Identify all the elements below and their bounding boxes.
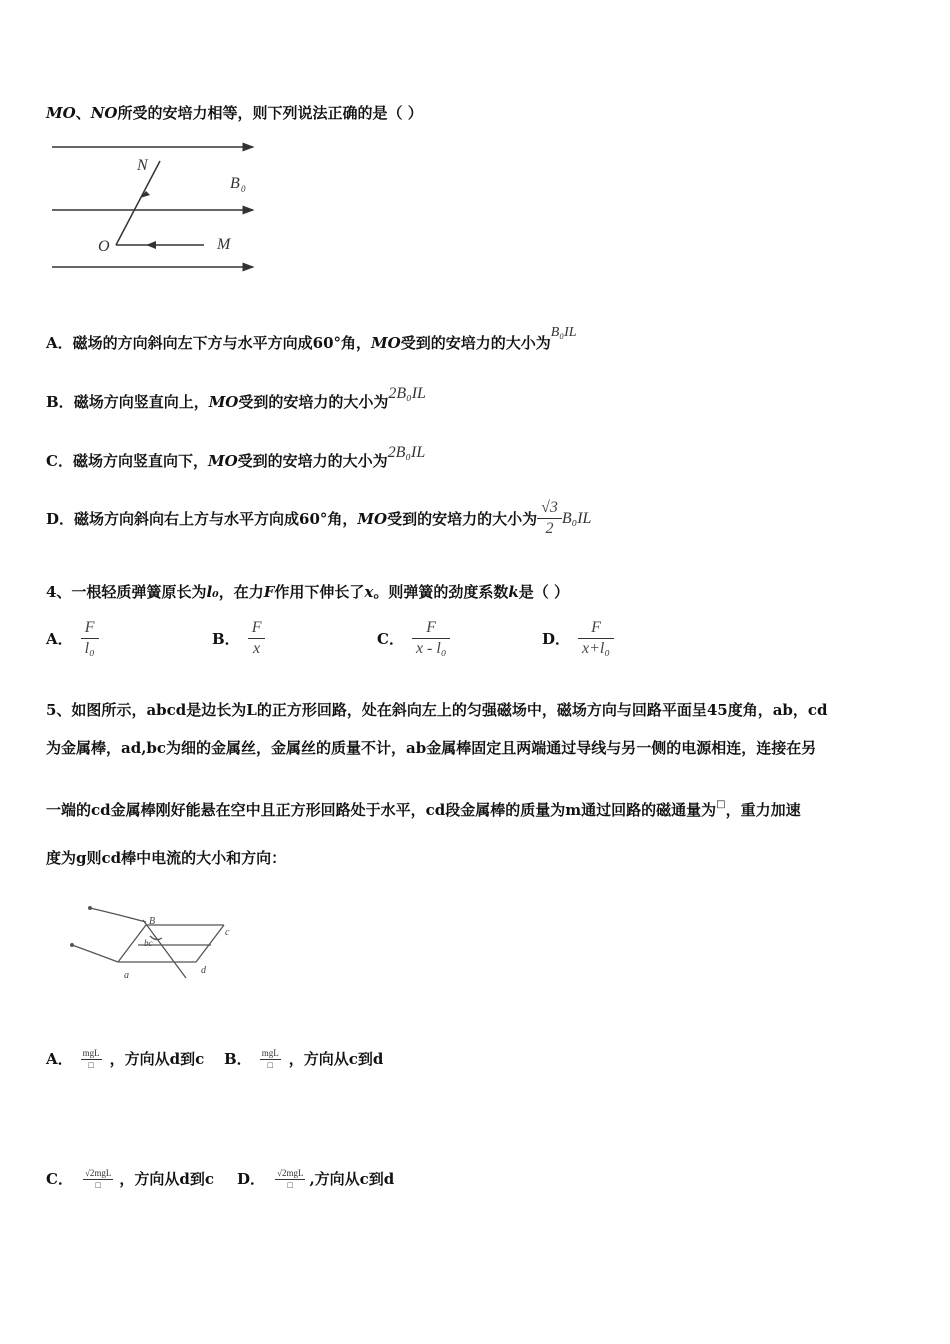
fraction-denominator: x — [253, 640, 261, 657]
q3-stem-no: NO — [90, 104, 118, 122]
option-fraction — [537, 498, 562, 539]
option-label: A． — [46, 334, 73, 352]
option-expr: B₀IL — [550, 325, 577, 340]
option-text: 受到的安培力的大小为 — [387, 510, 538, 528]
option-label: C． — [377, 630, 404, 648]
fraction-numerator: F — [248, 618, 266, 639]
option-label: D． — [237, 1170, 266, 1188]
q4-option-a — [46, 618, 99, 659]
option-label: B． — [224, 1050, 252, 1068]
fraction-numerator: √3 — [537, 498, 562, 519]
stem-text: 作用下伸长了 — [274, 583, 365, 601]
label-a: a — [124, 970, 129, 981]
q3-stem — [46, 102, 423, 123]
option-mo: MO — [208, 393, 239, 411]
option-fraction — [578, 618, 614, 659]
label-n: N — [137, 157, 148, 174]
stem-var: k — [508, 583, 519, 601]
q3-option-c — [46, 444, 426, 471]
fraction-numerator: √2mgL — [277, 1168, 304, 1178]
q3-option-d — [46, 498, 591, 539]
q3-stem-mo: MO — [46, 104, 76, 122]
label-d: d — [201, 965, 206, 976]
option-label: A． — [46, 630, 73, 648]
lead-wire-upper — [90, 908, 146, 922]
fraction-denominator: x+l₀ — [582, 640, 610, 657]
fraction-denominator: 2 — [545, 520, 554, 537]
option-fraction — [81, 618, 99, 659]
stem-text: 4、一根轻质弹簧原长为 — [46, 583, 207, 601]
label-o: O — [98, 238, 110, 255]
option-label: C． — [46, 1170, 73, 1188]
option-fraction — [412, 618, 450, 659]
stem-var: x — [364, 583, 374, 601]
label-bc: bc — [144, 938, 153, 948]
q5-stem-line-3 — [46, 799, 801, 820]
option-text: ，方向从d到c — [119, 1170, 215, 1188]
option-expr: 2B₀IL — [388, 385, 426, 402]
option-label: C． — [46, 452, 73, 470]
flux-symbol-placeholder: □ — [716, 799, 726, 810]
arrow-on — [140, 191, 150, 198]
q4-stem — [46, 581, 569, 602]
stem-var: F — [263, 583, 275, 601]
fraction-numerator: F — [578, 618, 614, 639]
option-text: 受到的安培力的大小为 — [400, 334, 551, 352]
rod-cd — [196, 925, 224, 962]
fraction-denominator: l₀ — [84, 640, 95, 657]
option-label: A． — [46, 1050, 73, 1068]
fraction-denominator: □ — [287, 1180, 293, 1190]
stem-var: l₀ — [206, 583, 219, 601]
q3-stem-text: 所受的安培力相等，则下列说法正确的是（ ） — [117, 104, 423, 122]
fraction-numerator: F — [412, 618, 450, 639]
label-c: c — [225, 927, 230, 938]
option-label: D． — [46, 510, 75, 528]
fraction-denominator: □ — [88, 1060, 94, 1070]
option-text: ,方向从c到d — [309, 1170, 395, 1188]
q5-option-b — [224, 1048, 383, 1071]
q5-stem-line-1: 5、如图所示，abcd是边长为L的正方形回路，处在斜向左上的匀强磁场中，磁场方向与回路平面呈45度角，ab，cd — [46, 701, 828, 719]
option-text: 受到的安培力的大小为 — [237, 452, 388, 470]
lead-wire-lower — [72, 945, 118, 962]
label-b: B — [149, 916, 156, 927]
q5-loop-diagram — [46, 880, 236, 1025]
option-label: B． — [46, 393, 74, 411]
arrow-mo — [146, 241, 156, 249]
q5-option-d — [237, 1168, 394, 1191]
label-b0-sub: 0 — [241, 184, 246, 194]
q5-stem-line-4: 度为g则cd棒中电流的大小和方向： — [46, 849, 287, 867]
option-fraction — [275, 1168, 305, 1191]
option-text: ，方向从c到d — [288, 1050, 384, 1068]
option-expr: 2B₀IL — [387, 444, 426, 461]
q3-stem-sep: 、 — [75, 104, 91, 122]
fraction-denominator: □ — [267, 1060, 273, 1070]
q4-option-d — [542, 618, 614, 659]
option-label: B． — [212, 630, 240, 648]
option-mo: MO — [371, 334, 401, 352]
field-line-b — [143, 920, 186, 978]
q5-stem-line-2: 为金属棒，ad,bc为细的金属丝，金属丝的质量不计，ab金属棒固定且两端通过导线与另一侧的电源相连，连接在另 — [46, 739, 817, 757]
label-m: M — [217, 236, 231, 253]
lead-terminal-upper — [88, 906, 92, 910]
option-expr: B₀IL — [561, 509, 592, 527]
lead-terminal-lower — [70, 943, 74, 947]
fraction-denominator: x - l₀ — [415, 640, 447, 657]
option-text: 磁场方向斜向右上方与水平方向成60°角， — [74, 510, 358, 528]
option-fraction — [248, 618, 266, 659]
option-text: 磁场方向竖直向上， — [73, 393, 209, 411]
rod-ab — [118, 925, 146, 962]
stem-text: 是（ ） — [518, 583, 570, 601]
q3-option-a — [46, 325, 577, 353]
q5-option-c — [46, 1168, 214, 1191]
stem-text: 。则弹簧的劲度系数 — [373, 583, 509, 601]
label-b0: B — [230, 175, 240, 192]
option-text: 磁场方向竖直向下， — [72, 452, 208, 470]
option-mo: MO — [357, 509, 388, 528]
q3-field-diagram — [46, 135, 266, 280]
option-label: D． — [542, 630, 571, 648]
q5-option-a — [46, 1048, 204, 1071]
q4-option-c — [377, 618, 450, 659]
option-text: 受到的安培力的大小为 — [238, 393, 389, 411]
stem-text: ，重力加速 — [725, 801, 801, 819]
stem-text: 一端的cd金属棒刚好能悬在空中且正方形回路处于水平，cd段金属棒的质量为m通过回路的磁通量为 — [46, 801, 717, 819]
fraction-denominator: □ — [95, 1180, 101, 1190]
fraction-numerator: mgL — [82, 1048, 100, 1058]
q3-option-b — [46, 385, 426, 412]
option-fraction — [83, 1168, 113, 1191]
option-fraction — [260, 1048, 281, 1071]
option-text: ，方向从d到c — [109, 1050, 205, 1068]
fraction-numerator: √2mgL — [84, 1168, 112, 1178]
option-text: 磁场的方向斜向左下方与水平方向成60°角， — [72, 334, 372, 352]
q4-option-b — [212, 618, 265, 659]
fraction-numerator: F — [81, 618, 99, 639]
option-mo: MO — [207, 452, 238, 470]
fraction-numerator: mgL — [261, 1048, 279, 1058]
stem-text: ，在力 — [218, 583, 264, 601]
option-fraction — [81, 1048, 102, 1071]
